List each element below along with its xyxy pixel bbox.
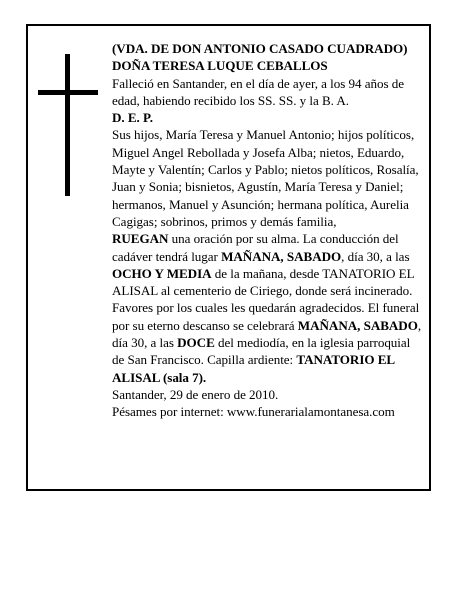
cross-icon [38,54,98,196]
chapel-location: TANATORIO EL ALISAL (sala 7). [112,352,395,385]
burial-day: MAÑANA, SABADO [221,248,342,264]
burial-date-text: , día 30, a las [341,248,410,264]
ruegan-label: RUEGAN [112,231,169,247]
burial-time: OCHO Y MEDIA [112,265,212,281]
date-line: Santander, 29 de enero de 2010. [112,386,279,402]
cross-horizontal-bar [38,90,98,95]
deceased-name: DOÑA TERESA LUQUE CEBALLOS [112,58,328,74]
funeral-details: del mediodía, en la iglesia parroquial de San Francisco. Capilla ardiente: [112,335,411,368]
family-list: Sus hijos, María Teresa y Manuel Antonio; hijos políticos, Miguel Angel Rebollada y Josefa Alba; nietos, Eduardo, Mayte y Valentín; Carlos y Pablo; nietos políticos, Rosalía, Juan y Sonia; bisnietos, Agustín, María Teresa y Daniel; hermanos, Manuel y Asunción; hermana política, Aurelia Cagigas; sobrinos, primos y demás familia, [112,127,419,229]
funeral-day: MAÑANA, SABADO [297,317,418,333]
arrangements-paragraph [112,230,422,386]
death-statement: Falleció en Santander, en el día de ayer, a los 94 años de edad, habiendo recibido los SS. SS. y la B. A. [112,75,405,108]
cross-vertical-bar [65,54,70,196]
funeral-date-text: , día 30, a las [112,317,422,351]
widow-of-header: (VDA. DE DON ANTONIO CASADO CUADRADO) [112,41,408,56]
ruegan-text: una oración por su alma. La conducción del cadáver tendrá lugar [112,231,399,264]
funeral-time: DOCE [177,335,215,351]
obituary-text [112,40,422,421]
dep-line: D. E. P. [112,110,153,126]
burial-details: de la mañana, desde TANATORIO EL ALISAL al cementerio de Ciriego, donde será incinerado. Favores por los cuales les quedarán agradecidos. El funeral por su eterno descanso se celebrará [112,265,420,333]
condolences-line: Pésames por internet: www.funerarialamontanesa.com [112,404,395,420]
